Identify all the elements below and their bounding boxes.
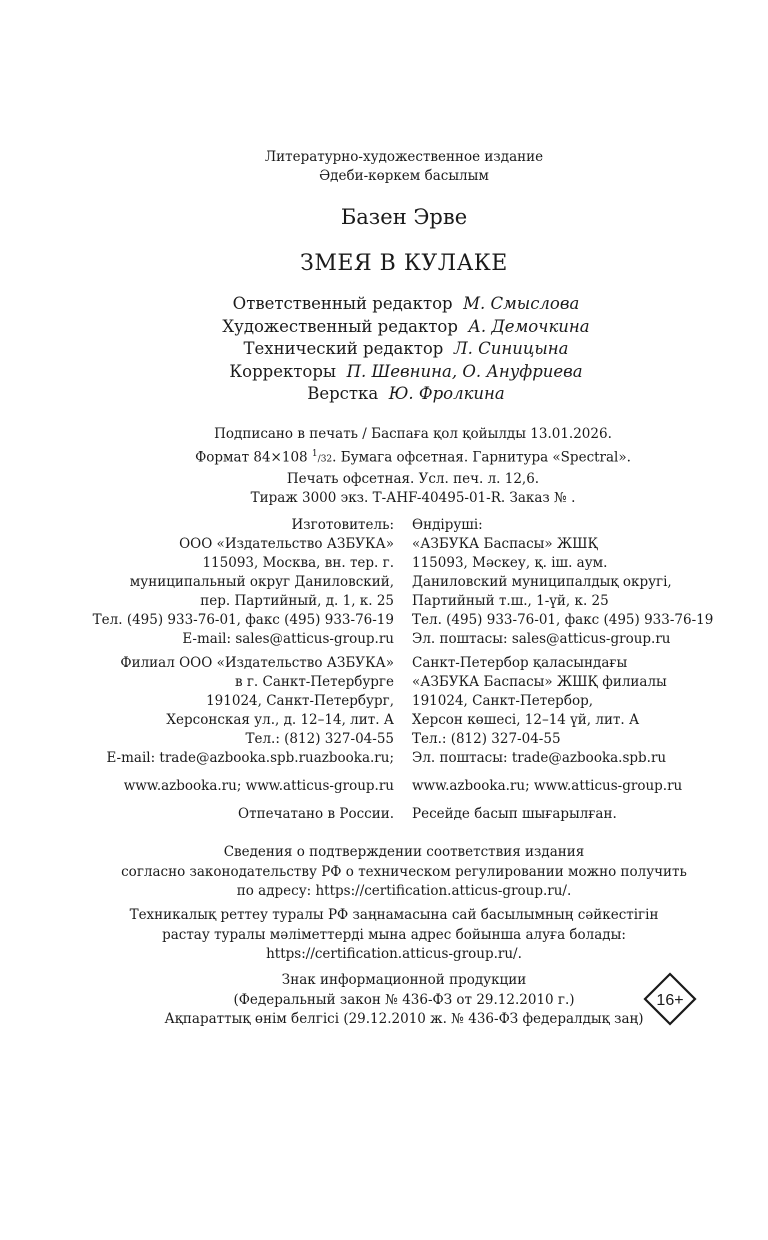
credit-name: М. Смыслова (463, 294, 580, 313)
text-line: Тел.: (812) 327-04-55 (412, 731, 561, 747)
web-kz: www.azbooka.ru; www.atticus-group.ru (412, 778, 683, 794)
email-ru: E-mail: trade@azbooka.spb.ruazbooka.ru; (106, 750, 394, 766)
branch-kz (412, 654, 752, 768)
text-line: «АЗБУКА Баспасы» ЖШҚ филиалы (412, 674, 667, 690)
credit-line (0, 293, 768, 316)
text-line: согласно законодательству РФ о техническом регулировании можно получить (121, 863, 687, 880)
text-line: ООО «Издательство АЗБУКА» (179, 536, 394, 552)
manufacturer-kz (412, 516, 752, 649)
credit-name: Л. Синицына (453, 339, 569, 358)
email-ru: E-mail: sales@atticus-group.ru (182, 631, 394, 647)
email-kz: Эл. поштасы: trade@azbooka.spb.ru (412, 750, 667, 766)
text-line: растау туралы мәліметтерді мына адрес бойынша алуға болады: (162, 926, 626, 943)
text-line: муниципальный округ Даниловский, (129, 574, 394, 590)
certification-kz (0, 906, 768, 965)
text-line: 115093, Мәскеу, қ. іш. аум. (412, 555, 608, 571)
credit-line (0, 383, 768, 406)
text-line: Партийный т.ш., 1-үй, к. 25 (412, 593, 609, 609)
format-fraction-den: /32 (317, 454, 333, 464)
credit-role: Ответственный редактор (232, 294, 453, 313)
genre-kz: Әдеби-көркем басылым (319, 168, 489, 184)
text-line: Даниловский муниципалдық округі, (412, 574, 672, 590)
format-fraction-num: 1 (311, 448, 318, 459)
printing-line (0, 445, 768, 470)
book-title: ЗМЕЯ В КУЛАКЕ (300, 251, 508, 276)
text-line: в г. Санкт-Петербурге (234, 674, 394, 690)
text-line: (Федеральный закон № 436-ФЗ от 29.12.2010 г.) (233, 991, 575, 1008)
text-line: Филиал ООО «Издательство АЗБУКА» (120, 655, 394, 671)
certification-ru (0, 843, 768, 902)
text-line: Техникалық реттеу туралы РФ заңнамасына сай басылымның сәйкестігін (129, 907, 659, 923)
email-kz: Эл. поштасы: sales@atticus-group.ru (412, 631, 671, 647)
text-line: Тел. (495) 933-76-01, факс (495) 933-76-19 (412, 612, 714, 628)
text-line: Өндіруші: (412, 517, 483, 533)
text-line: 191024, Санкт-Петербург, (206, 693, 394, 709)
printing-line: Печать офсетная. Усл. печ. л. 12,6. (286, 470, 540, 487)
age-rating-badge (643, 972, 697, 1026)
credit-name: П. Шевнина, О. Ануфриева (346, 361, 583, 381)
printing-line: Подписано в печать / Баспаға қол қойылды 13.01.2026. (214, 426, 612, 442)
genre-block (0, 148, 768, 186)
credit-line (0, 316, 768, 339)
text-line: 115093, Москва, вн. тер. г. (202, 555, 394, 571)
credit-role: Технический редактор (243, 339, 444, 358)
format-text: Формат 84×108 (195, 449, 312, 465)
printed-in-ru: Отпечатано в России. (238, 806, 394, 822)
text-line: Тел. (495) 933-76-01, факс (495) 933-76-19 (92, 612, 394, 628)
genre-ru: Литературно-художественное издание (264, 149, 544, 165)
printing-details (0, 425, 768, 509)
text-line: https://certification.atticus-group.ru/. (266, 946, 522, 962)
text-line: Санкт-Петербор қаласындағы (412, 655, 628, 671)
text-line: Херсон көшесі, 12–14 үй, лит. А (412, 712, 640, 728)
credit-role: Корректоры (229, 361, 337, 381)
printed-in-kz: Ресейде басып шығарылған. (412, 806, 617, 822)
book-author: Базен Эрве (340, 205, 468, 229)
text-line: Знак информационной продукции (281, 972, 527, 988)
text-line: «АЗБУКА Баспасы» ЖШҚ (412, 536, 598, 552)
web-ru: www.azbooka.ru; www.atticus-group.ru (123, 778, 394, 794)
text-line: Тел.: (812) 327-04-55 (245, 731, 394, 747)
text-line: Сведения о подтверждении соответствия издания (223, 844, 585, 860)
text-line: по адресу: https://certification.atticus-group.ru/. (236, 883, 572, 899)
credit-name: А. Демочкина (468, 316, 590, 336)
credits-block (0, 293, 768, 406)
printing-line: Тираж 3000 экз. Т-АНF-40495-01-R. Заказ № . (250, 490, 576, 506)
paper-text: . Бумага офсетная. Гарнитура «Spectral». (332, 449, 631, 465)
text-line: Херсонская ул., д. 12–14, лит. А (166, 712, 394, 728)
credit-role: Верстка (307, 384, 379, 403)
branch-ru (0, 654, 394, 768)
text-line: Изготовитель: (291, 517, 394, 533)
credit-name: Ю. Фролкина (388, 384, 505, 403)
manufacturer-ru (0, 516, 394, 649)
credit-role: Художественный редактор (222, 316, 458, 336)
text-line: Ақпараттық өнім белгісі (29.12.2010 ж. № 436-ФЗ федералдық заң) (164, 1011, 644, 1027)
credit-line (0, 361, 768, 384)
text-line: пер. Партийный, д. 1, к. 25 (200, 593, 394, 609)
text-line: 191024, Санкт-Петербор, (412, 693, 594, 709)
credit-line (0, 338, 768, 361)
age-rating-text: 16+ (656, 992, 684, 1009)
